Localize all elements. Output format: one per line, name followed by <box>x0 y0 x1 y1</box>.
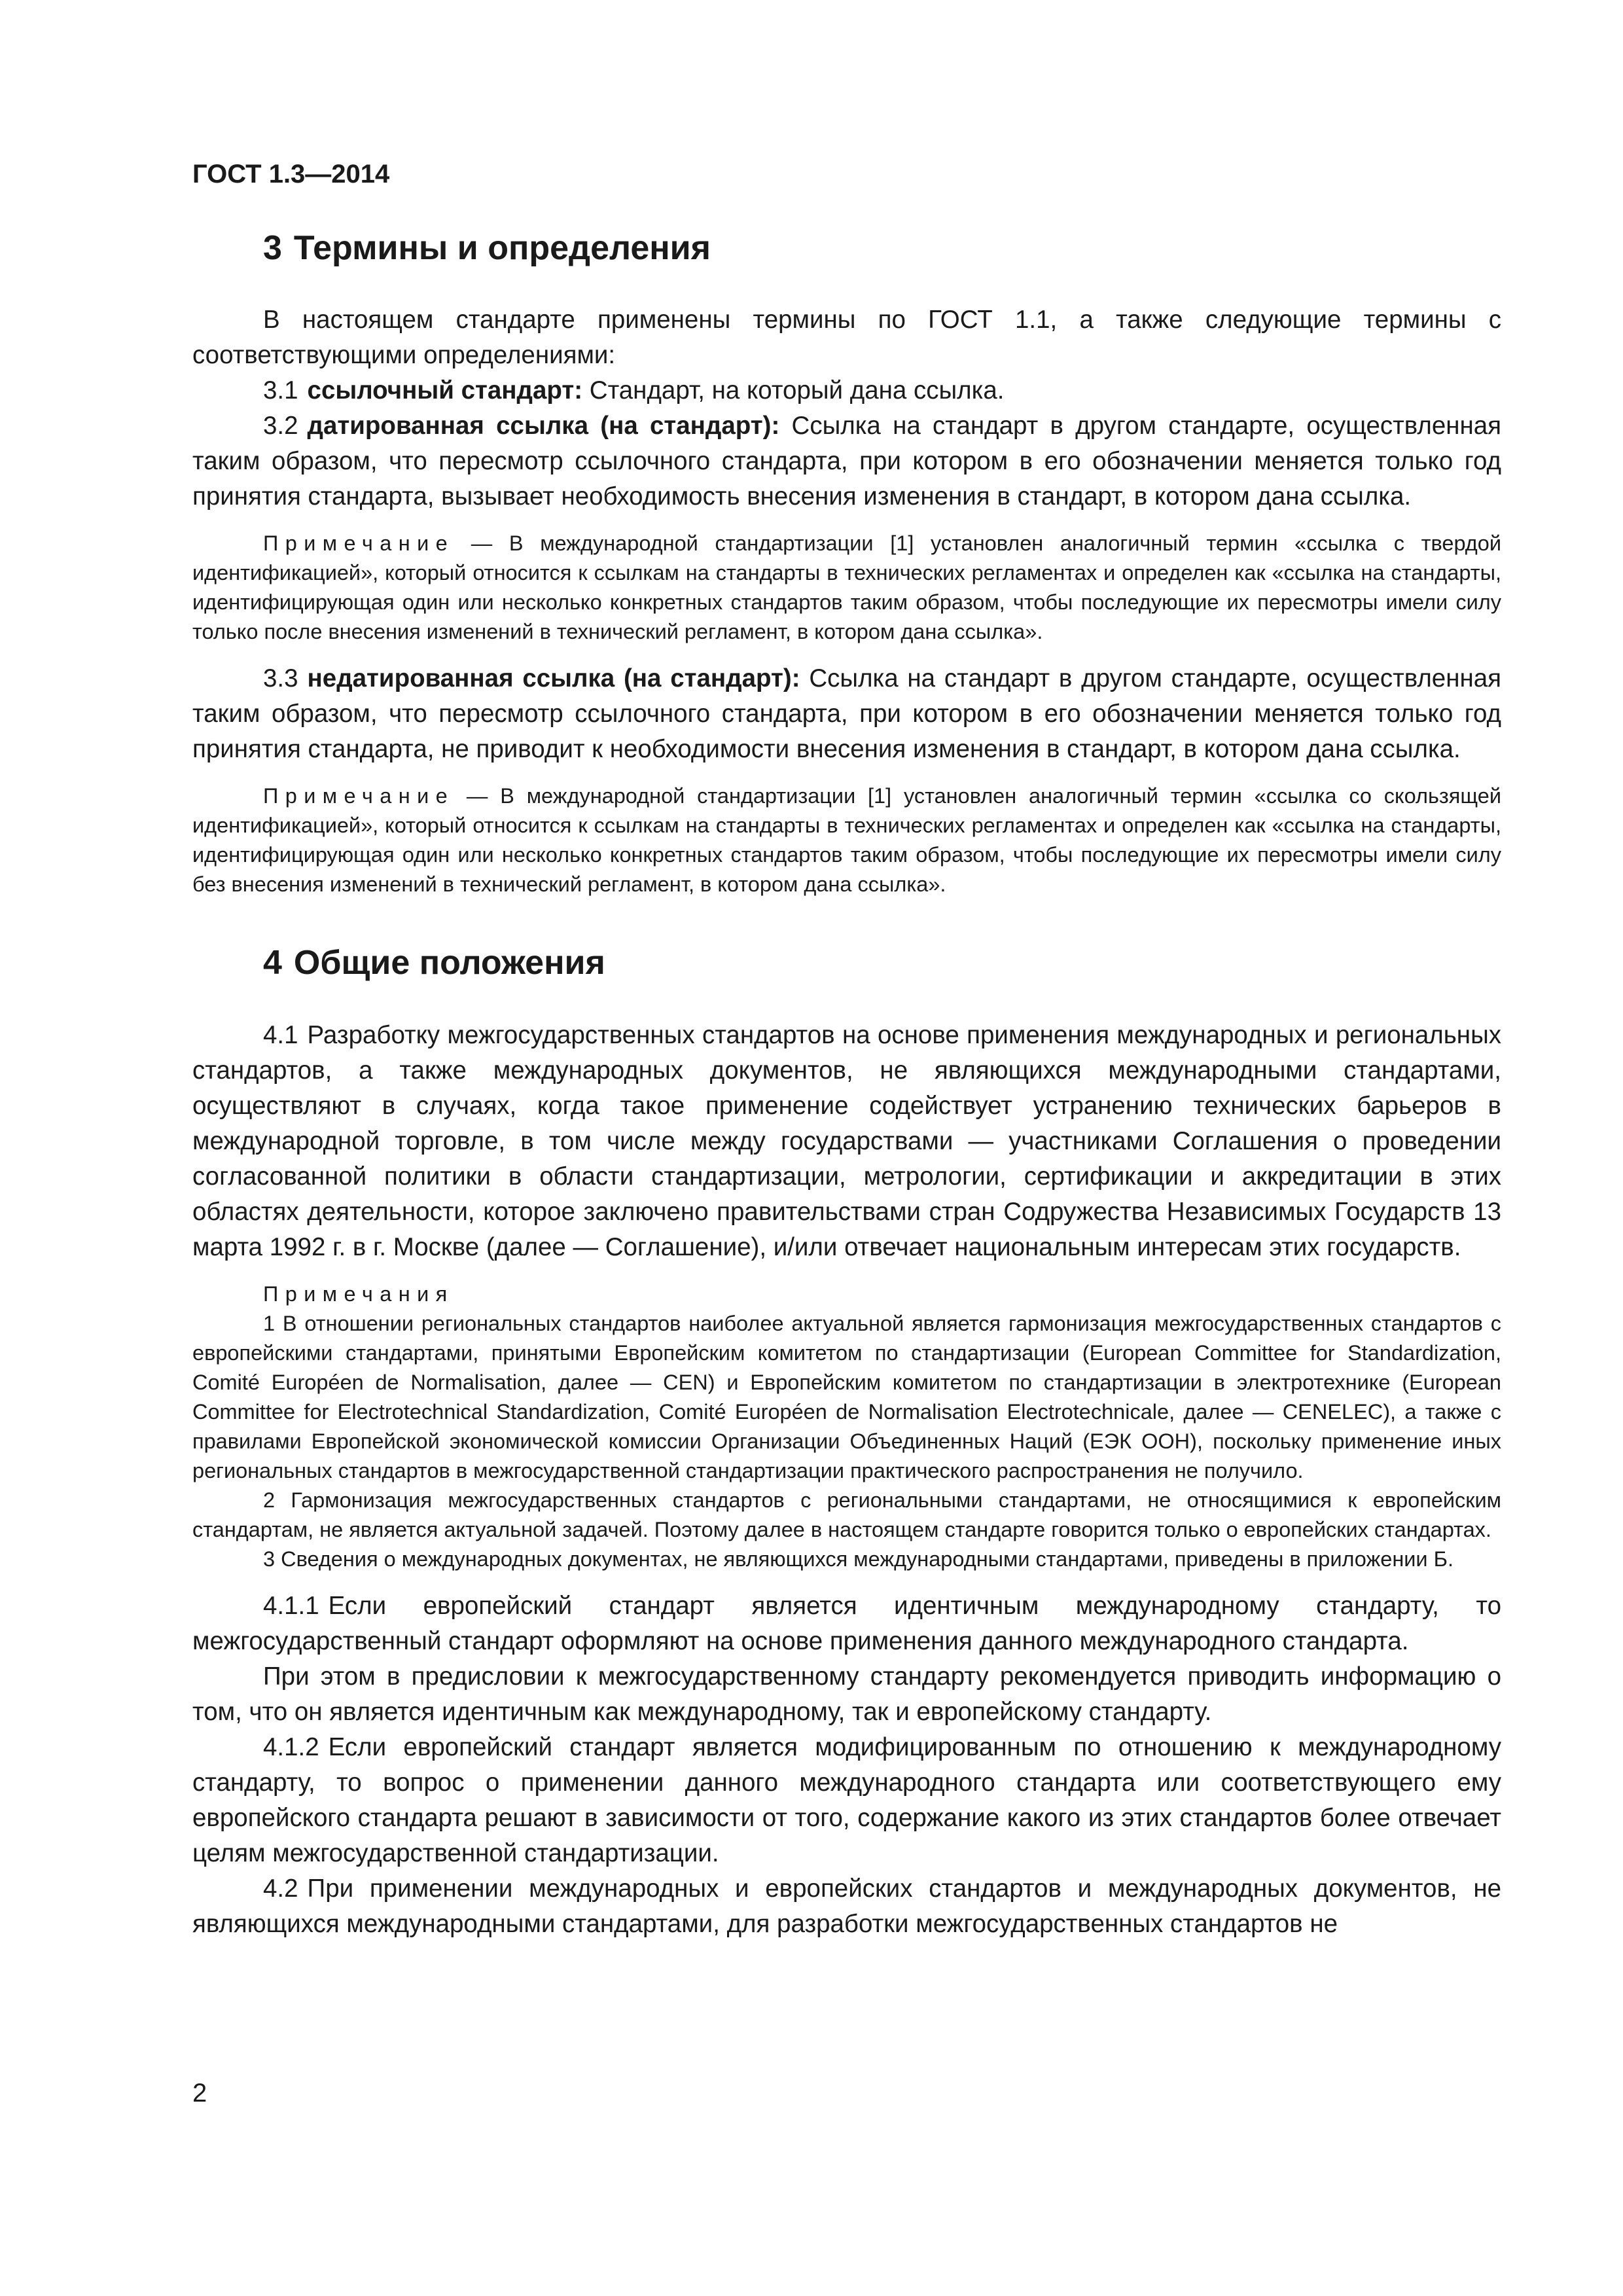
clause-4-1-1-continued: При этом в предисловии к межгосударственному стандарту рекомендуется приводить информацию о том, что он является идентичным как международному, так и европейскому стандарту. <box>192 1662 1501 1726</box>
note-item: 1 В отношении региональных стандартов наиболее актуальной является гармонизация межгосударственных стандартов с европейскими стандартами, принятыми Европейским комитетом по стандартизации (European Committee for Standardization, Comité Européen de Normalisation, далее — CEN) и Европейским комитетом по стандартизации в электротехнике (European Committee for Electrotechnical Standardization, Comité Européen de Normalisation Electrotechnicale, далее — CENELEC), а также с правилами Европейской экономической комиссии Организации Объединенных Наций (ЕЭК ООН), поскольку применение иных региональных стандартов в межгосударственной стандартизации практического распространения не получило. <box>192 1311 1501 1482</box>
term-3-2 <box>192 408 1501 514</box>
clause-number: 4.1.1 <box>263 1591 319 1620</box>
note-item: 3 Сведения о международных документах, не являющихся международными стандартами, приведены в приложении Б. <box>263 1547 1454 1571</box>
note-3-2 <box>192 529 1501 647</box>
term-definition: Стандарт, на который дана ссылка. <box>589 376 1005 405</box>
term-3-3 <box>192 661 1501 767</box>
note-text: — В международной стандартизации [1] установлен аналогичный термин «ссылка с твердой идентификацией», который относится к ссылкам на стандарты в технических регламентах и определен как «ссылка на стандарты, идентифицирующая один или несколько конкретных стандартов таким образом, чтобы последующие их пересмотры имели силу только после внесения изменений в технический регламент, в котором дана ссылка». <box>192 531 1501 644</box>
term-name: датированная ссылка (на стандарт): <box>307 412 780 440</box>
note-3-3 <box>192 781 1501 899</box>
term-name: недатированная ссылка (на стандарт): <box>307 664 800 693</box>
section-3-intro: В настоящем стандарте применены термины по ГОСТ 1.1, а также следующие термины с соответствующими определениями: <box>192 306 1501 370</box>
clause-4-1-2 <box>192 1730 1501 1871</box>
section-4-heading <box>192 942 1501 983</box>
note-label: Примечание <box>263 784 455 808</box>
term-definition: Ссылка на стандарт в другом стандарте, осуществленная таким образом, что пересмотр ссылочного стандарта, при котором в его обозначении меняется только год принятия стандарта, не приводит к необходимости внесения изменения в стандарт, в котором дана ссылка. <box>192 664 1502 764</box>
clause-number: 4.1 <box>263 1020 298 1049</box>
page-number: 2 <box>192 2079 207 2108</box>
note-item: 2 Гармонизация межгосударственных стандартов с региональными стандартами, не относящимися к европейским стандартам, не является актуальной задачей. Поэтому далее в настоящем стандарте говорится только о европейских стандартах. <box>192 1488 1501 1541</box>
clause-text: При применении международных и европейских стандартов и международных документов, не являющихся международными стандартами, для разработки межгосударственных стандартов не <box>192 1874 1501 1938</box>
clause-number: 3.3 <box>263 664 298 693</box>
clause-number: 3.2 <box>263 412 298 440</box>
section-title: Термины и определения <box>293 229 711 267</box>
section-title: Общие положения <box>293 944 605 982</box>
clause-text: Разработку межгосударственных стандартов на основе применения международных и региональных стандартов, а также международных документов, не являющихся международными стандартами, осуществляют в случаях, когда такое применение содействует устранению технических барьеров в международной торговле, в том числе между государствами — участниками Соглашения о проведении согласованной политики в области стандартизации, метрологии, сертификации и аккредитации в этих областях деятельности, которое заключено правительствами стран Содружества Независимых Государств 13 марта 1992 г. в г. Москве (далее — Соглашение), и/или отвечает национальным интересам этих государств. <box>192 1020 1501 1261</box>
clause-4-1-1 <box>192 1588 1501 1659</box>
page-content <box>192 216 1501 1942</box>
section-number: 4 <box>263 944 282 982</box>
clause-text: Если европейский стандарт является модифицированным по отношению к международному стандарту, то вопрос о применении данного международного стандарта или соответствующего ему европейского стандарта решают в зависимости от того, содержание какого из этих стандартов более отвечает целям межгосударственной стандартизации. <box>192 1732 1501 1867</box>
term-3-1 <box>192 373 1501 408</box>
term-name: ссылочный стандарт: <box>307 376 583 405</box>
clause-number: 4.2 <box>263 1874 298 1903</box>
section-number: 3 <box>263 229 282 267</box>
note-text: — В международной стандартизации [1] установлен аналогичный термин «ссылка со скользящей идентификацией», который относится к ссылкам на стандарты в технических регламентах и определен как «ссылка на стандарты, идентифицирующая один или несколько конкретных стандартов таким образом, чтобы последующие их пересмотры имели силу без внесения изменений в технический регламент, в котором дана ссылка». <box>192 784 1501 897</box>
clause-text: Если европейский стандарт является идентичным международному стандарту, то межгосударственный стандарт оформляют на основе применения данного международного стандарта. <box>192 1591 1501 1655</box>
clause-number: 3.1 <box>263 376 298 405</box>
note-label: Примечание <box>263 531 455 556</box>
clause-number: 4.1.2 <box>263 1732 319 1761</box>
clause-4-2 <box>192 1871 1501 1942</box>
document-header: ГОСТ 1.3—2014 <box>192 160 390 188</box>
term-definition: Ссылка на стандарт в другом стандарте, осуществленная таким образом, что пересмотр ссылочного стандарта, при котором в его обозначении меняется только год принятия стандарта, вызывает необходимость внесения изменения в стандарт, в котором дана ссылка. <box>192 412 1502 511</box>
notes-label: Примечания <box>263 1282 454 1306</box>
section-3-heading <box>192 228 1501 268</box>
clause-4-1 <box>192 1018 1501 1265</box>
